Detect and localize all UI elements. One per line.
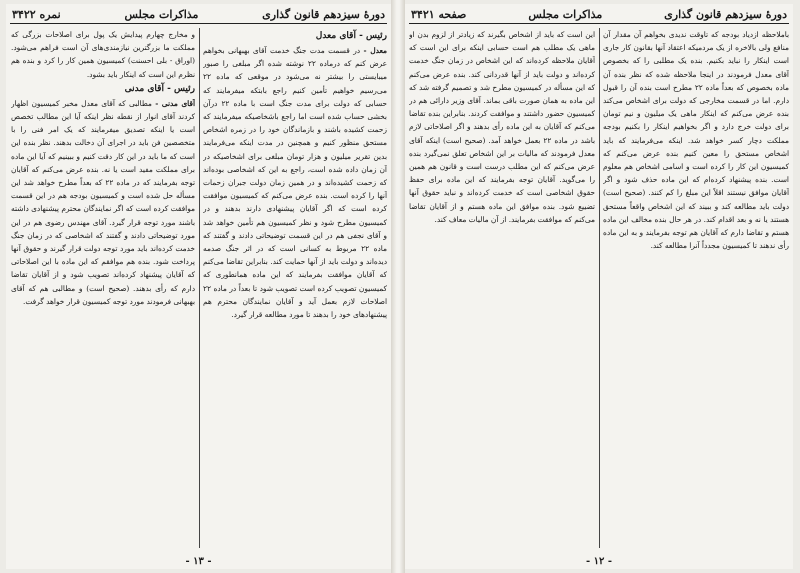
page-header xyxy=(6,6,391,22)
paragraph-text: در قسمت مدت جنگ خدمت آقای بهبهانی بخواهم عرض کنم که درماده ۲۲ نوشته شده اگر مبلغی را صبور میبایستی را بیشتر نه می‌شود در موقعی که ماده ۲۲ می‌رسیم خواهیم تأمین کنیم راجع بابتکه میفرمایند که حسابی که دولت برای مدت جنگ است با ماده ۲۲ درآن بخشی حساب شده است اما راجع باشخاصیکه میفرمایند که زحمت کشیده باشند و بازماندگان خود را در زمره اشخاص مستحق منظور کنیم و همچنین در مدت اینکه می‌فرمایند بدین تقریر میلیون و هزار تومان مبلغی برای اشخاصیکه در آن زمان داده شده است، راجع به این که اشخاصی بوده‌اند که زحمت کشیده‌اند و در همین زمان دولت جبران زحمات آنها را کرده است. بنده عرض می‌کنم که کمیسیون موافقت کرده است که اگر آقایان پیشنهادی دارند بدهند و در کمیسیون مطرح شود و نظر کمیسیون هم تأمین خواهد شد و آقای نجفی هم در این قسمت توضیحاتی دادند و گفتند که ماده ۲۲ مربوط به کسانی است که در اثر جنگ صدمه دیده‌اند و دولت باید از آنها حمایت کند. بنابراین تقاضا می‌کنم که آقایان موافقت بفرمایند که این ماده همانطوری که کمیسیون تصویب کرده است تصویب شود تا بعداً در ماده ۲۲ اصلاحات لازم بعمل آید و آقایان نمایندگان محترم هم پیشنهادهای خود را بدهند تا مورد مطالعه قرار گیرد. xyxy=(203,46,387,320)
speaker-heading: رئیس - آقای مدنی xyxy=(124,83,195,94)
header-volume: دورهٔ سیزدهم قانون گذاری xyxy=(262,7,385,21)
page-right xyxy=(405,4,793,569)
column-divider xyxy=(199,28,200,548)
speaker-name: آقای مدنی - xyxy=(155,98,195,108)
header-title: مذاکرات مجلس xyxy=(124,7,199,21)
column-right xyxy=(603,28,789,548)
page-header xyxy=(405,6,793,22)
header-page-number: نمره ۳۴۲۲ xyxy=(12,7,61,21)
paragraph-text: این است که باید از اشخاص بگیرند که زیادتر از لزوم بدن او ماهی یک مطلب هم است حسابی اینکه برای این است که آقایان ملاحظه کرده‌اند که این اشخاص در زمان جنگ خدمت کرده‌اند و دولت باید از آنها قدردانی کند. بنده عرض می‌کنم که این مسأله در کمیسیون مطرح شد و تصمیم گرفته شد که این ماده به همان صورت باقی بماند. آقای وزیر دارائی هم در کمیسیون حضور داشتند و موافقت کردند. بنابراین بنده تقاضا می‌کنم که آقایان به این ماده رأی بدهند و اگر اصلاحاتی لازم باشد در ماده ۲۲ بعمل خواهد آمد. (صحیح است) اینکه آقای معدل فرمودند که مالیات بر این اشخاص تعلق نمی‌گیرد بنده عرض می‌کنم که این مطلب درست است و قانون هم همین را می‌گوید. آقایان توجه بفرمایند که این ماده برای حفظ حقوق اشخاصی است که خدمت کرده‌اند و نباید حقوق آنها تضییع شود. بنده موافق این ماده هستم و از آقایان تقاضا می‌کنم که موافقت بفرمایند. از آن مالیات معاف کند. xyxy=(409,30,595,224)
paragraph-intro: و مخارج چهارم پیدایش یک پول برای اصلاحات بزرگی که مملکت ما بزرگترین نیازمندی‌های آن است فراهم می‌شود. (اوراق - بلی احسنت) کمیسیون همین کار را کرد و بنده هم نظرم این است که اینکار باید بشود. xyxy=(11,30,195,79)
speaker-name: معدل - xyxy=(363,46,387,55)
header-volume: دورهٔ سیزدهم قانون گذاری xyxy=(664,7,787,21)
page-footer-number: - ۱۲ - xyxy=(585,556,613,567)
header-page-number: صفحه ۳۴۲۱ xyxy=(411,7,467,21)
paragraph-text: مطالبی که آقای معدل مخبر کمیسیون اظهار کردند آقای انوار از نقطه نظر اینکه آیا این مطالب تخصص است یا اینکه تصدیق میفرمایند که یک امر فنی را با متخصصین فن باید در اجرای آن دخالت بدهند. نظر بنده این است که ما باید در این کار دقت کنیم و ببینیم که آیا این ماده برای مملکت مفید است یا نه. بنده عرض می‌کنم که آقایان توجه بفرمایند که در ماده ۲۲ که بعداً مطرح خواهد شد این مسأله حل شده است و کمیسیون بودجه هم در این قسمت موافقت کرده است که اگر نمایندگان محترم پیشنهادی داشته باشند مورد توجه قرار گیرد. آقای مهندس رضوی هم در این مورد توضیحاتی دادند و گفتند که اشخاصی که در زمان جنگ خدمت کرده‌اند باید مورد توجه دولت قرار گیرند و حقوق آنها پرداخت شود. بنده هم موافقم که این ماده با این اصلاحاتی که آقایان پیشنهاد کرده‌اند تصویب شود و از آقایان تقاضا دارم که رأی بدهند. (صحیح است) و مطالبی هم که آقای بهبهانی فرمودند مورد توجه کمیسیون قرار خواهد گرفت. xyxy=(11,98,195,306)
header-rule xyxy=(10,23,387,24)
paragraph xyxy=(11,97,195,308)
column-left xyxy=(11,28,195,548)
paragraph-text: باملاحظه ازدیاد بودجه که تاوقت ندیدی بخواهم آن مقدار آن منافع ولی بالاخره از یک مردمیکه اعتقاد آنها بقانون کار جاری است اینکار را نباید بکنیم. بنده یک مطلبی را که بخصوص آقای معدل فرمودند در اینجا ملاحظه شده که نظر بنده آن ماده بخصوص که بعداً ماده ۲۲ مطرح است بنده آن را قبول دارم. اما در قسمت مخارجی که دولت برای اشخاص می‌کند بنده عرض می‌کنم که اینکار ماهی یک میلیون و نیم تومان برای دولت خرج دارد و اگر بخواهیم اینکار را بکنیم بودجه مملکت دچار کسر خواهد شد. اینکه می‌فرمایند که باید اشخاص مستحق را معین کنیم بنده عرض می‌کنم که کمیسیون این کار را کرده است و اسامی اشخاص هم معلوم است. بنده پیشنهاد کرده‌ام که این ماده حذف شود و اگر آقایان موافق نیستند اقلاً این مبلغ را کم کنند. (صحیح است) دولت باید مطالعه کند و ببیند که این اشخاص واقعاً مستحق هستند یا نه و بعد اقدام کند. در هر حال بنده مخالف این ماده هستم و تقاضا دارم که آقایان هم توجه بفرمایند و به این ماده رأی ندهند تا کمیسیون مجدداً آنرا مطالعه کند. xyxy=(603,30,789,251)
column-divider xyxy=(599,28,600,548)
paragraph xyxy=(203,44,387,321)
speaker-heading: رئیس - آقای معدل xyxy=(315,31,387,41)
header-rule xyxy=(409,23,789,24)
column-right xyxy=(203,28,387,548)
page-footer-number: - ۱۳ - xyxy=(185,556,212,567)
header-title: مذاکرات مجلس xyxy=(528,7,603,21)
page-left xyxy=(6,4,391,569)
column-left xyxy=(409,28,595,548)
book-gutter xyxy=(391,0,405,573)
